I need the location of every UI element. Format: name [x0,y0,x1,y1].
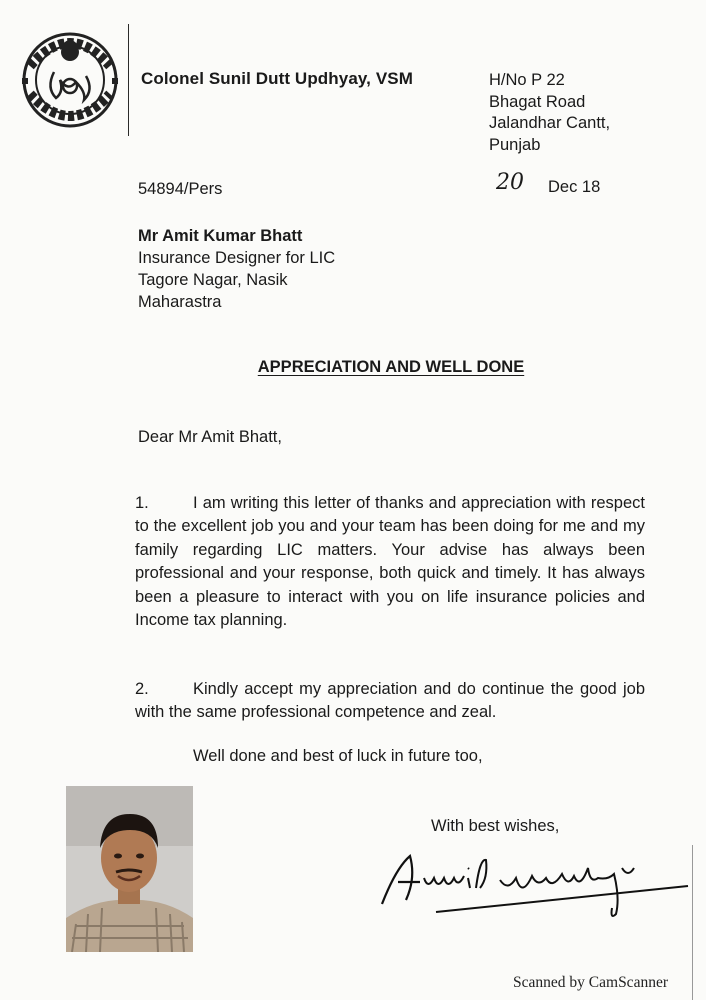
subject-line [0,358,706,377]
address-line: Bhagat Road [489,92,586,111]
date-day-handwritten: 20 [496,170,524,195]
subject-text: APPRECIATION AND WELL DONE [257,358,525,376]
closing-line: Well done and best of luck in future too, [193,747,483,765]
paragraph-text: I am writing this letter of thanks and appreciation with respect to the excellent job you and your team has been doing for me and my family regarding LIC matters. Your advise has always been professional and your response, both quick and timely. It has always been a pleasure to interact with you on life insurance policies and Income tax planning. [135,494,645,630]
date-month-year: Dec 18 [548,178,601,196]
recipient-block [138,225,335,313]
recipient-line: Tagore Nagar, Nasik [138,271,288,289]
paragraph-text: Kindly accept my appreciation and do continue the good job with the same professional competence and zeal. [135,680,645,722]
sign-off: With best wishes, [431,817,560,835]
scanner-watermark: Scanned by CamScanner [513,974,668,991]
sender-address [489,70,610,156]
regimental-crest-icon [16,22,124,130]
handwritten-signature [376,838,696,920]
recipient-name: Mr Amit Kumar Bhatt [138,227,303,245]
recipient-line: Insurance Designer for LIC [138,249,336,267]
recipient-line: Maharastra [138,293,222,311]
sender-photo [66,786,193,952]
paragraph-number: 2. [135,680,149,698]
reference-number: 54894/Pers [138,180,223,198]
address-line: H/No P 22 [489,71,565,89]
scan-edge-line [692,845,693,1000]
address-line: Punjab [489,135,541,154]
body-paragraph [135,678,645,725]
address-line: Jalandhar Cantt, [489,114,611,132]
body-paragraph [135,492,645,632]
paragraph-number: 1. [135,494,149,512]
letterhead-divider [128,24,129,136]
sender-name: Colonel Sunil Dutt Updhyay, VSM [141,69,413,88]
salutation: Dear Mr Amit Bhatt, [138,428,282,446]
